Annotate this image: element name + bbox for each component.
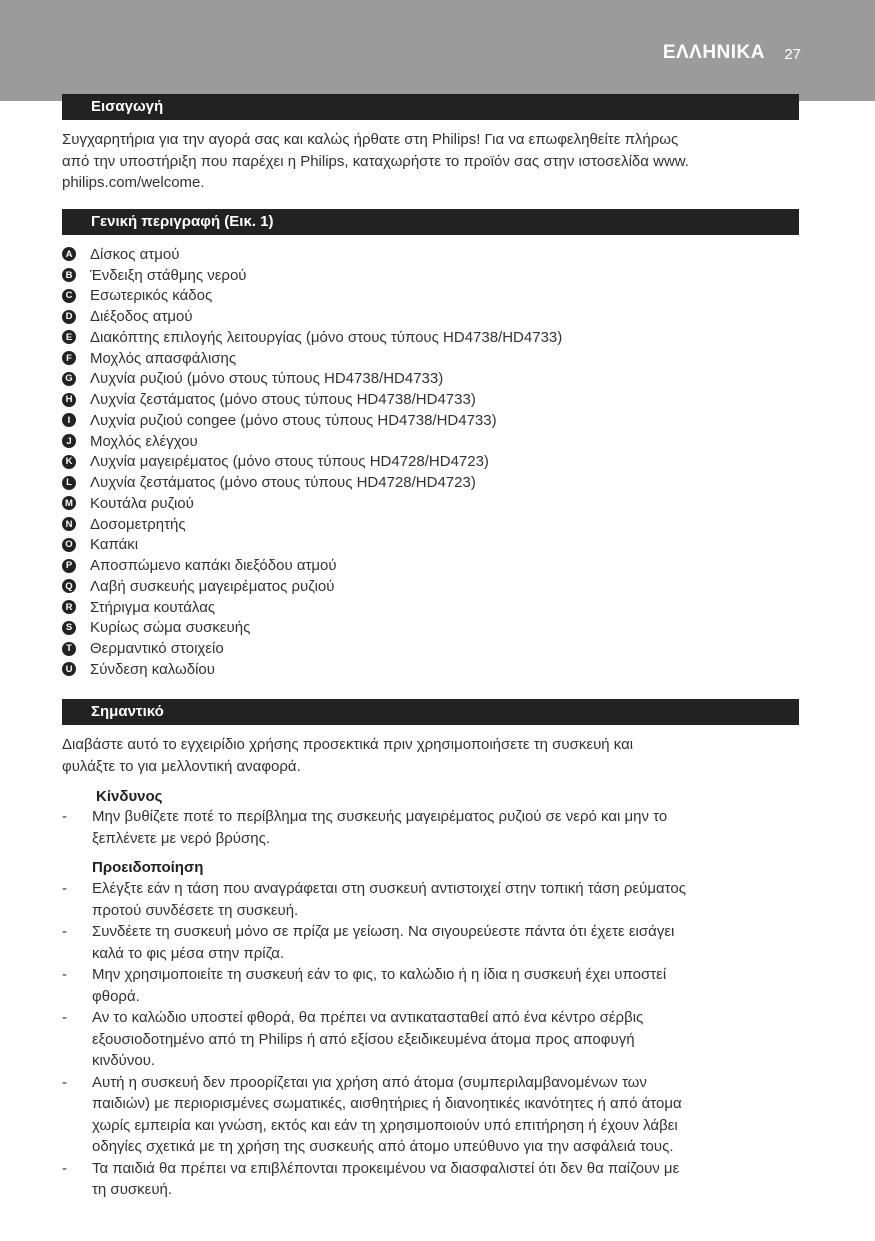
intro-line: Συγχαρητήρια για την αγορά σας και καλώς ήρθατε στη Philips! Για να επωφεληθείτε πλήρως [62, 131, 679, 148]
intro-section-header: Εισαγωγή [62, 94, 799, 120]
important-paragraph [62, 734, 802, 777]
part-letter-badge: I [62, 413, 76, 427]
part-label: Εσωτερικός κάδος [90, 287, 213, 305]
bullet-line: οδηγίες σχετικά με τη χρήση της συσκευής από άτομο υπεύθυνο για την ασφάλειά τους. [92, 1138, 674, 1155]
bullet-line: εξουσιοδοτημένο από τη Philips ή από εξίσου εξειδικευμένα άτομα προς αποφυγή [92, 1030, 635, 1048]
bullet-item [62, 964, 802, 1007]
part-label: Διέξοδος ατμού [90, 308, 193, 326]
part-label: Λυχνία ζεστάματος (μόνο στους τύπους HD4728/HD4723) [90, 474, 476, 492]
part-letter-badge: R [62, 600, 76, 614]
bullet-line: Μην χρησιμοποιείτε τη συσκευή εάν το φις, το καλώδιο ή η ίδια η συσκευή έχει υποστεί [92, 966, 667, 983]
part-letter-badge: S [62, 621, 76, 635]
bullet-line: φθορά. [92, 987, 140, 1005]
bullet-dash: - [62, 880, 67, 897]
part-label: Κουτάλα ρυζιού [90, 494, 194, 512]
part-letter-badge: L [62, 476, 76, 490]
page-number: 27 [784, 46, 801, 63]
part-item [62, 597, 802, 618]
bullet-dash: - [62, 1159, 67, 1177]
part-letter-badge: J [62, 434, 76, 448]
important-line: φυλάξτε το για μελλοντική αναφορά. [62, 757, 301, 775]
part-letter-badge: H [62, 393, 76, 407]
bullet-item [62, 806, 802, 849]
warning-list [62, 878, 802, 1201]
danger-list [62, 806, 802, 849]
part-item [62, 514, 802, 535]
part-label: Μοχλός απασφάλισης [90, 349, 237, 367]
language-label: ΕΛΛΗΝΙΚΑ [662, 42, 765, 63]
bullet-text [92, 878, 802, 921]
parts-list [62, 244, 802, 680]
part-item [62, 618, 802, 639]
part-item [62, 659, 802, 680]
part-label: Σύνδεση καλωδίου [90, 660, 215, 678]
part-label: Ένδειξη στάθμης νερού [90, 266, 247, 284]
part-letter-badge: T [62, 642, 76, 656]
bullet-text [92, 964, 802, 1007]
part-item [62, 327, 802, 348]
part-item [62, 431, 802, 452]
part-label: Λυχνία μαγειρέματος (μόνο στους τύπους HD4728/HD4723) [90, 453, 489, 471]
bullet-line: χωρίς εμπειρία και γνώση, εκτός και εάν τη χρησιμοποιούν υπό επιτήρηση ή έχουν λάβει [92, 1116, 678, 1134]
bullet-line: τη συσκευή. [92, 1181, 173, 1198]
intro-line: philips.com/welcome. [62, 174, 205, 191]
part-letter-badge: F [62, 351, 76, 365]
part-letter-badge: B [62, 268, 76, 282]
bullet-item [62, 921, 802, 964]
part-label: Στήριγμα κουτάλας [90, 598, 216, 616]
bullet-text [92, 921, 802, 964]
part-label: Λυχνία ρυζιού (μόνο στους τύπους HD4738/HD4733) [90, 370, 444, 388]
bullet-line: Αυτή η συσκευή δεν προορίζεται για χρήση από άτομα (συμπεριλαμβανομένων των [92, 1073, 647, 1091]
part-item [62, 493, 802, 514]
bullet-dash: - [62, 923, 67, 940]
part-letter-badge: N [62, 517, 76, 531]
bullet-line: Τα παιδιά θα πρέπει να επιβλέπονται προκειμένου να διασφαλιστεί ότι δεν θα παίζουν με [92, 1159, 680, 1177]
part-letter-badge: M [62, 496, 76, 510]
part-letter-badge: E [62, 330, 76, 344]
part-item [62, 286, 802, 307]
part-label: Λυχνία ρυζιού congee (μόνο στους τύπους HD4738/HD4733) [90, 411, 497, 429]
bullet-item [62, 1007, 802, 1072]
header-bar [0, 0, 875, 101]
part-letter-badge: K [62, 455, 76, 469]
part-item [62, 576, 802, 597]
important-section-header: Σημαντικό [62, 699, 799, 725]
bullet-line: καλά το φις μέσα στην πρίζα. [92, 944, 285, 962]
part-letter-badge: P [62, 559, 76, 573]
part-item [62, 410, 802, 431]
part-item [62, 244, 802, 265]
bullet-line: Μην βυθίζετε ποτέ το περίβλημα της συσκευής μαγειρέματος ρυζιού σε νερό και μην το [92, 808, 668, 825]
part-item [62, 452, 802, 473]
part-letter-badge: C [62, 289, 76, 303]
bullet-item [62, 1072, 802, 1158]
part-letter-badge: A [62, 247, 76, 261]
bullet-line: Συνδέετε τη συσκευή μόνο σε πρίζα με γείωση. Να σιγουρεύεστε πάντα ότι έχετε εισάγει [92, 923, 675, 940]
part-item [62, 265, 802, 286]
bullet-text [92, 806, 802, 849]
part-label: Κυρίως σώμα συσκευής [90, 619, 251, 637]
bullet-text [92, 1072, 802, 1158]
bullet-line: παιδιών) με περιορισμένες σωματικές, αισθητήριες ή διανοητικές ικανότητες ή από άτομα [92, 1095, 682, 1112]
bullet-dash: - [62, 1009, 67, 1026]
part-label: Θερμαντικό στοιχείο [90, 640, 224, 658]
part-letter-badge: Q [62, 579, 76, 593]
part-item [62, 369, 802, 390]
bullet-item [62, 1158, 802, 1201]
part-letter-badge: D [62, 310, 76, 324]
bullet-line: προτού συνδέσετε τη συσκευή. [92, 901, 299, 919]
part-item [62, 638, 802, 659]
important-line: Διαβάστε αυτό το εγχειρίδιο χρήσης προσεκτικά πριν χρησιμοποιήσετε τη συσκευή και [62, 736, 634, 753]
bullet-dash: - [62, 1073, 67, 1091]
part-label: Λαβή συσκευής μαγειρέματος ρυζιού [90, 577, 335, 595]
part-item [62, 555, 802, 576]
general-section-header: Γενική περιγραφή (Εικ. 1) [62, 209, 799, 235]
part-letter-badge: U [62, 662, 76, 676]
part-item [62, 389, 802, 410]
part-item [62, 348, 802, 369]
bullet-text [92, 1158, 802, 1201]
intro-paragraph [62, 129, 802, 194]
part-label: Λυχνία ζεστάματος (μόνο στους τύπους HD4738/HD4733) [90, 391, 476, 409]
bullet-dash: - [62, 966, 67, 983]
part-label: Μοχλός ελέγχου [90, 432, 198, 450]
part-letter-badge: O [62, 538, 76, 552]
part-label: Δοσομετρητής [90, 515, 186, 533]
bullet-dash: - [62, 808, 67, 825]
bullet-text [92, 1007, 802, 1072]
part-label: Αποσπώμενο καπάκι διεξόδου ατμού [90, 557, 337, 575]
bullet-line: ξεπλένετε με νερό βρύσης. [92, 829, 270, 847]
bullet-item [62, 878, 802, 921]
part-label: Καπάκι [90, 536, 139, 554]
bullet-line: Ελέγξτε εάν η τάση που αναγράφεται στη συσκευή αντιστοιχεί στην τοπική τάση ρεύματος [92, 880, 686, 897]
bullet-line: Αν το καλώδιο υποστεί φθορά, θα πρέπει να αντικατασταθεί από ένα κέντρο σέρβις [92, 1009, 644, 1026]
part-item [62, 535, 802, 556]
part-item [62, 472, 802, 493]
danger-heading: Κίνδυνος [96, 788, 163, 805]
part-item [62, 306, 802, 327]
part-label: Διακόπτης επιλογής λειτουργίας (μόνο στους τύπους HD4738/HD4733) [90, 328, 563, 346]
warning-heading: Προειδοποίηση [92, 859, 204, 876]
part-label: Δίσκος ατμού [90, 245, 180, 263]
intro-line: από την υποστήριξη που παρέχει η Philips, καταχωρήστε το προϊόν σας στην ιστοσελίδα www. [62, 152, 689, 170]
part-letter-badge: G [62, 372, 76, 386]
bullet-line: κινδύνου. [92, 1052, 156, 1069]
